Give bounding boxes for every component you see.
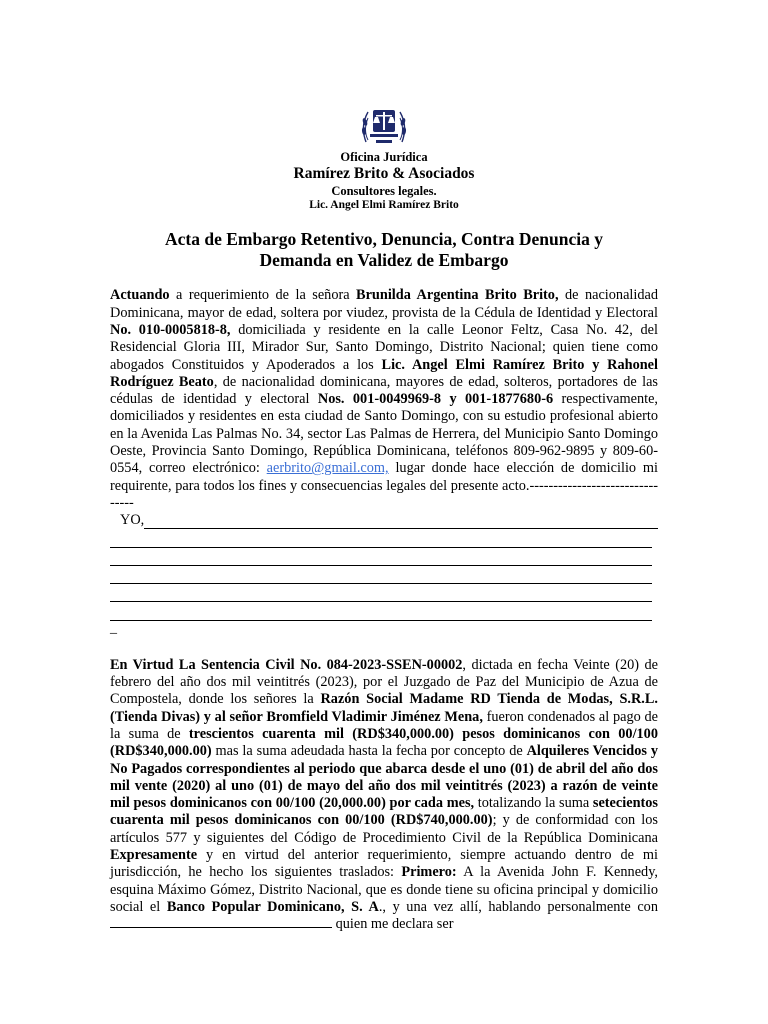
trailing-underscore: _ [110, 620, 117, 636]
blank-line[interactable] [110, 569, 652, 584]
text: , dictada en fecha Veinte (20) de febrero del año dos mil veintitrés (2023), por el Juzgado de Paz del Municipio de Azua de Compostela, donde los señores la [110, 656, 658, 708]
text-bold: Expresamente [110, 847, 198, 863]
blank-line[interactable] [110, 587, 652, 602]
yo-label: YO, [120, 512, 145, 529]
email-link[interactable]: aerbrito@gmail.com, [266, 460, 389, 477]
paragraph-actuando [110, 287, 658, 512]
text-bold: Alquileres Vencidos y No Pagados correspondientes al periodo que abarca desde el uno (01) de abril del año dos mil vente (2020) al uno (01) de mayo del año dos mil veintitrés (2023) a razón de veinte mil pesos dominicanos con 00/100 (20,000.00) por cada mes, [110, 743, 658, 812]
firm-name: Ramírez Brito & Asociados [293, 165, 475, 182]
text: A la Avenida John F. Kennedy, esquina Máximo Gómez, Distrito Nacional, que es donde tiene su oficina principal y domicilio social el [110, 864, 658, 915]
text: respectivamente, domiciliados y residentes en esta ciudad de Santo Domingo, con su estudio profesional abierto en la Avenida Las Palmas No. 34, sector Las Palmas de Herrera, del Municipio Santo Domingo Oeste, Provincia Santo Domingo, República Dominicana, teléfonos 809-962-9895 y 809-60-0554, correo electrónico: [110, 391, 659, 477]
text: lugar donde hace elección de domicilio mi requirente, para todos los fines y consecuencias legales del presente acto.-------------------------------- [110, 460, 658, 511]
text-bold: setecientos cuarenta mil pesos dominicanos con 00/100 (RD$740,000.00) [110, 795, 658, 829]
lawyer-name: Lic. Angel Elmi Ramírez Brito [309, 198, 459, 211]
title-line-1: Acta de Embargo Retentivo, Denuncia, Contra Denuncia y [165, 229, 603, 250]
blank-line[interactable] [110, 916, 332, 928]
text: a requerimiento de la señora [169, 287, 357, 304]
text: y en virtud del anterior requerimiento, siempre actuando dentro de mi jurisdicción, he hecho los siguientes traslados: [110, 847, 658, 881]
document-page [110, 100, 658, 933]
text: mas la suma adeudada hasta la fecha por concepto de [211, 743, 527, 760]
text: , de nacionalidad dominicana, mayores de edad, solteros, portadores de las cédulas de identidad y electoral [110, 373, 658, 408]
blank-line[interactable] [144, 516, 658, 529]
text-bold: Actuando [110, 287, 170, 304]
text: domiciliada y residente en la calle Leonor Feltz, Casa No. 42, del Residencial Gloria III, Mirador Sur, Santo Domingo, Distrito Nacional; quien tiene como abogados Constituidos y Apoderados a los [110, 321, 658, 373]
text: ; y de conformidad con los artículos 577 y siguientes del Código de Procedimiento Civil de la República Dominicana [110, 812, 658, 846]
office-heading: Oficina Jurídica [340, 150, 428, 164]
blank-line[interactable] [110, 533, 652, 548]
text-bold: Razón Social Madame RD Tienda de Modas, S.R.L. (Tienda Divas) y al señor Bromfield Vladimir Jiménez Mena, [110, 691, 658, 725]
paragraph-en-virtud [110, 657, 658, 934]
title-line-2: Demanda en Validez de Embargo [259, 250, 509, 271]
text-bold: No. 010-0005818-8, [110, 321, 231, 338]
text: ., y una vez allí, hablando personalmente con [378, 898, 658, 915]
text-bold: Nos. 001-0049969-8 y 001-1877680-6 [317, 391, 554, 408]
text-bold: trescientos cuarenta mil (RD$340,000.00) pesos dominicanos con 00/100 (RD$340,000.00) [110, 725, 658, 760]
text: quien me declara ser [332, 916, 454, 933]
text-bold: Primero: [401, 864, 457, 881]
document-title [110, 229, 658, 271]
blank-line[interactable] [110, 606, 652, 621]
text-bold: Banco Popular Dominicano, S. A [166, 898, 379, 915]
text-bold: Lic. Angel Elmi Ramírez Brito y Rahonel Rodríguez Beato [110, 356, 658, 390]
law-firm-logo-icon [356, 100, 412, 150]
yo-line [110, 512, 658, 529]
consultants-subtitle: Consultores legales. [331, 183, 437, 198]
text-bold: Brunilda Argentina Brito Brito, [356, 287, 559, 304]
blank-line[interactable] [110, 551, 652, 566]
text: de nacionalidad Dominicana, mayor de edad, soltera por viudez, provista de la Cédula de Identidad y Electoral [110, 287, 658, 321]
text: fueron condenados al pago de la suma de [110, 708, 658, 742]
text-bold: En Virtud La Sentencia Civil No. 084-2023-SSEN-00002 [110, 656, 463, 673]
text: totalizando la suma [474, 795, 593, 812]
